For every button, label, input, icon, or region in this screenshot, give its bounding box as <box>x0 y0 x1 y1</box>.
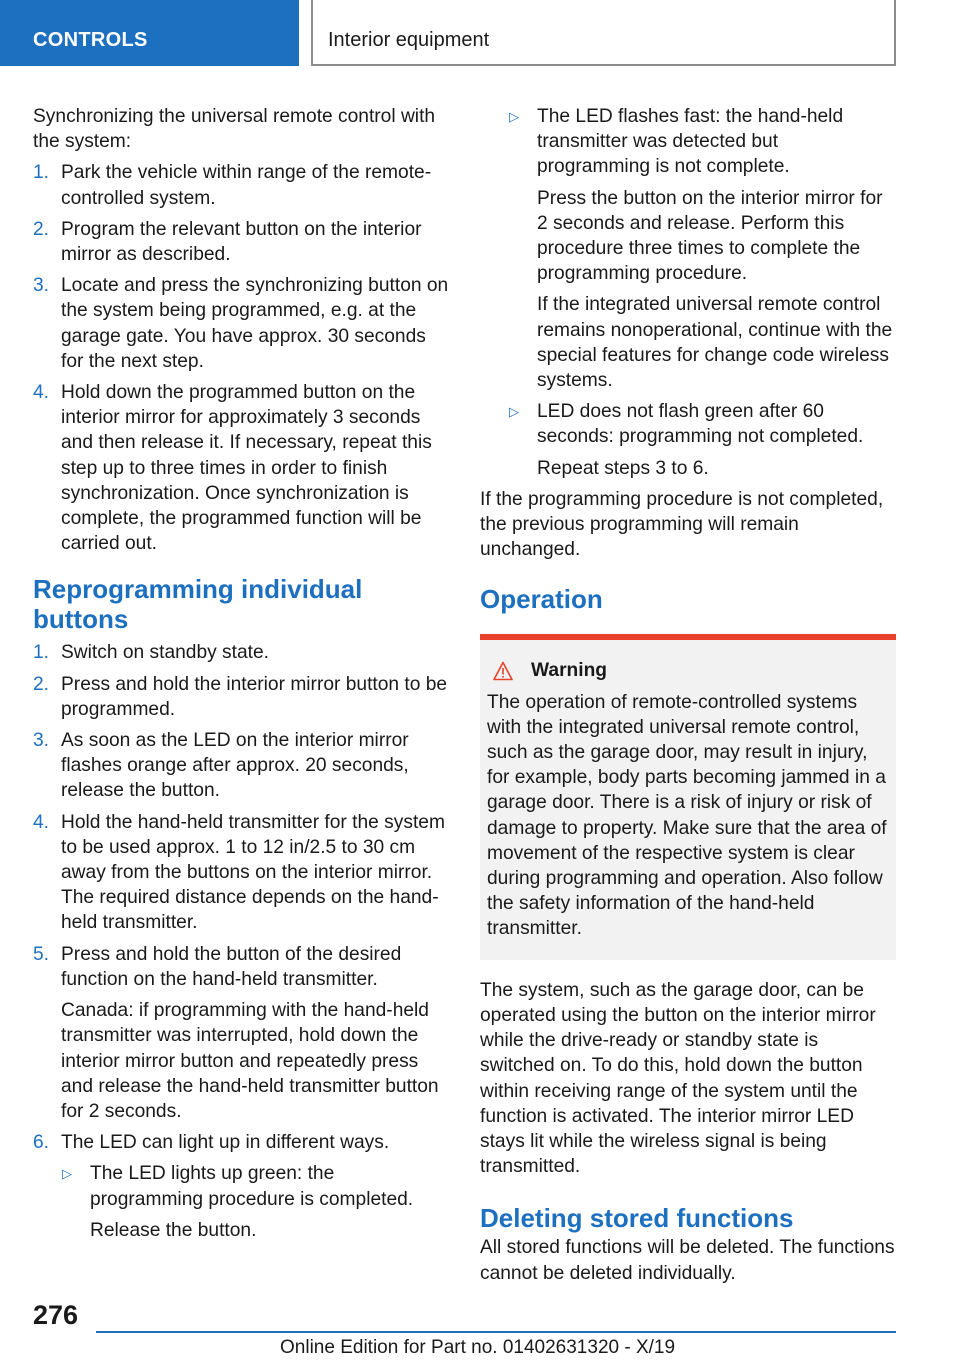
operation-text: The system, such as the garage door, can be operated using the button on the interior mirror while the drive-ready or standby state is switched on. To do this, hold down the button within receiving range of the system until the function is activated. The interior mirror LED stays lit while the wireless signal is being transmitted. <box>480 979 876 1178</box>
step-text: Switch on standby state. <box>61 642 269 664</box>
list-item <box>508 399 896 481</box>
bullet-text: LED does not flash green after 60 seconds: programming not completed. <box>537 401 864 448</box>
step-number: 2. <box>33 673 50 695</box>
bullet-text: The LED lights up green: the programming procedure is completed. <box>90 1163 414 1210</box>
list-item <box>33 728 449 804</box>
list-item <box>33 672 449 722</box>
section-tab <box>0 0 299 66</box>
list-item <box>33 273 449 374</box>
list-item <box>33 640 449 665</box>
led-states-list <box>61 1161 449 1243</box>
chapter-tab <box>311 0 896 66</box>
bullet-note: Press the button on the interior mirror for 2 seconds and release. Perform this procedure three times to complete the programming procedure. <box>537 187 883 285</box>
section-title: CONTROLS <box>33 29 148 51</box>
step-number: 6. <box>33 1132 50 1154</box>
step-text: Press and hold the button of the desired function on the hand-held transmitter. <box>61 943 402 990</box>
step-text: Press and hold the interior mirror button to be programmed. <box>61 673 448 720</box>
operation-heading: Operation <box>480 584 603 615</box>
list-item <box>33 380 449 556</box>
step-number: 1. <box>33 642 50 664</box>
deleting-heading: Deleting stored functions <box>480 1203 794 1234</box>
step-text: Hold the hand-held transmitter for the system to be used approx. 1 to 12 in/2.5 to 30 cm away from the buttons on the interior mirror. The required distance depends on the hand-held transmitter. <box>61 811 445 934</box>
step-number: 4. <box>33 811 50 833</box>
edition-note: Online Edition for Part no. 01402631320 - X/19 <box>280 1337 676 1358</box>
bullet-text: The LED flashes fast: the hand-held transmitter was detected but programming is not complete. <box>537 106 844 178</box>
step-number: 4. <box>33 382 50 404</box>
list-item <box>61 1161 449 1243</box>
not-completed-text: If the programming procedure is not completed, the previous programming will remain unchanged. <box>480 488 884 561</box>
sync-steps-list <box>33 160 449 556</box>
warning-box <box>480 634 896 959</box>
list-item <box>508 104 896 393</box>
list-item <box>33 1130 449 1243</box>
page-number: 276 <box>33 1300 79 1330</box>
left-column <box>33 104 449 1249</box>
warning-header <box>493 658 889 683</box>
step-text: Hold down the programmed button on the interior mirror for approximately 3 seconds and then release it. If necessary, repeat this step up to three times in order to finish synchronization. Once synchronization is complete, the programmed function will be carried out. <box>61 382 432 555</box>
list-item <box>33 810 449 936</box>
bullet-note: If the integrated universal remote control remains nonoperational, continue with the special features for change code wireless systems. <box>537 294 893 392</box>
led-states-list-continued <box>508 104 896 481</box>
deleting-text: All stored functions will be deleted. The functions cannot be deleted individually. <box>480 1237 895 1284</box>
right-column <box>480 104 896 1292</box>
bullet-note: Release the button. <box>90 1219 257 1241</box>
step-number: 2. <box>33 218 50 240</box>
list-item <box>33 217 449 267</box>
reprogramming-heading: Reprogramming individual buttons <box>33 574 363 635</box>
bullet-note: Repeat steps 3 to 6. <box>537 457 709 479</box>
step-text: Park the vehicle within range of the remote-controlled system. <box>61 162 432 209</box>
warning-text: The operation of remote-controlled systems with the integrated universal remote control, such as the garage door, may result in injury, for example, body parts becoming jammed in a garage door. There is a risk of injury or risk of damage to property. Make sure that the area of movement of the respective system is clear during programming and operation. Also follow the safety information of the hand-held transmitter. <box>487 691 887 940</box>
step-note: Canada: if programming with the hand-held transmitter was interrupted, hold down the interior mirror button and repeatedly press and release the hand-held transmitter button for 2 seconds. <box>61 1000 439 1122</box>
list-item <box>33 942 449 1124</box>
warning-triangle-icon <box>493 661 513 681</box>
step-text: Locate and press the synchronizing button on the system being programmed, e.g. at the garage gate. You have approx. 30 seconds for the next step. <box>61 275 449 372</box>
chapter-title: Interior equipment <box>328 29 490 51</box>
sync-intro: Synchronizing the universal remote control with the system: <box>33 106 436 153</box>
reprogramming-steps-list <box>33 640 449 1242</box>
page-header <box>0 0 960 66</box>
step-text: Program the relevant button on the interior mirror as described. <box>61 218 422 266</box>
triangle-bullet-icon: ▷ <box>509 109 519 124</box>
step-number: 1. <box>33 162 50 184</box>
footer-divider <box>96 1331 896 1333</box>
step-text: The LED can light up in different ways. <box>61 1132 390 1154</box>
triangle-bullet-icon: ▷ <box>62 1166 72 1182</box>
step-number: 5. <box>33 943 50 965</box>
step-number: 3. <box>33 730 50 752</box>
step-number: 3. <box>33 275 50 297</box>
triangle-bullet-icon: ▷ <box>509 404 519 420</box>
step-text: As soon as the LED on the interior mirror flashes orange after approx. 20 seconds, release the button. <box>61 730 409 802</box>
warning-title: Warning <box>531 660 608 682</box>
list-item <box>33 160 449 210</box>
